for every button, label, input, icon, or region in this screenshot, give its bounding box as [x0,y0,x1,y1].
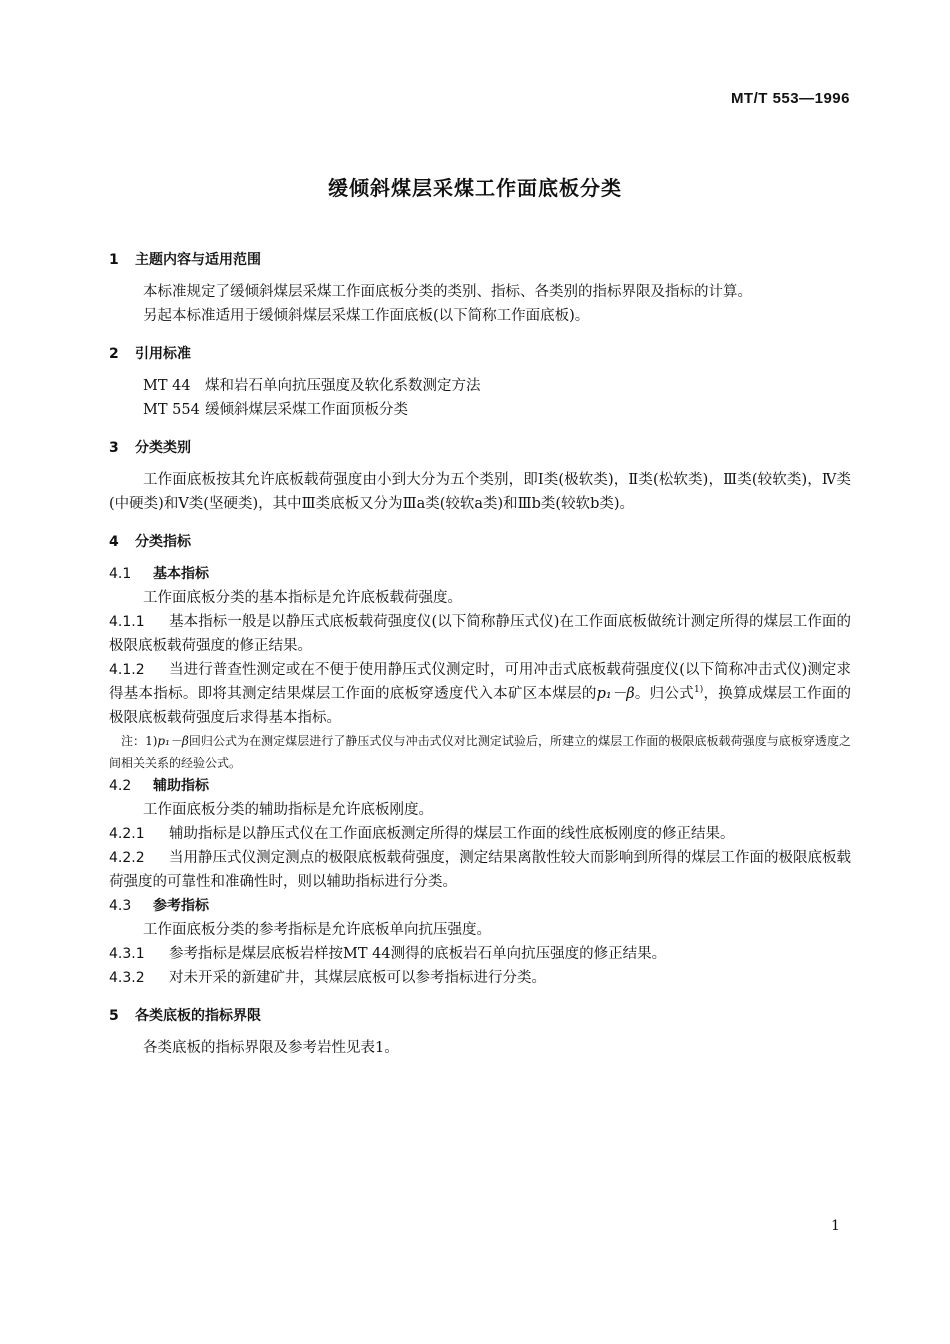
subsection-4-3-paragraph: 工作面底板分类的参考指标是允许底板单向抗压强度。 [143,922,491,938]
clause-4-3-1 [109,942,851,966]
subsection-4-2-paragraph: 工作面底板分类的辅助指标是允许底板刚度。 [143,802,433,818]
standard-code: MT/T 553—1996 [730,90,850,107]
clause-text: 当进行普查性测定或在不便于使用静压式仪测定时，可用冲击式底板载荷强度仪(以下简称冲击式仪)测定求得基本指标。即将其测定结果煤层工作面的底板穿透度代入本矿区本煤层的 [109,662,851,702]
clause-4-2-1 [109,822,851,846]
section-title: 各类底板的指标界限 [135,1008,261,1024]
section-4-heading [109,530,851,554]
reference-title: 煤和岩石单向抗压强度及软化系数测定方法 [205,378,481,394]
formula: p₁－β [596,686,635,702]
section-number: 1 [109,252,119,268]
clause-text: 对未开采的新建矿井，其煤层底板可以参考指标进行分类。 [169,970,546,986]
clause-text: 当用静压式仪测定测点的极限底板载荷强度，测定结果离散性较大而影响到所得的煤层工作面的极限底板载荷强度的可靠性和准确性时，则以辅助指标进行分类。 [109,850,851,890]
clause-4-1-1 [109,610,851,658]
footnote [109,730,851,774]
section-number: 3 [109,440,119,456]
clause-4-3-2 [109,966,851,990]
clause-number: 4.3.2 [109,970,145,986]
page-number: 1 [831,1218,840,1234]
clause-number: 4.1.1 [109,614,145,630]
section-3-heading [109,436,851,460]
subsection-title: 基本指标 [153,566,209,582]
reference-item [109,398,851,422]
note-text: 回归公式为在测定煤层进行了静压式仪与冲击式仪对比测定试验后，所建立的煤层工作面的极限底板载荷强度与底板穿透度之间相关关系的经验公式。 [109,734,851,770]
section-title: 主题内容与适用范围 [135,252,261,268]
subsection-number: 4.1 [109,566,132,582]
section-title: 分类指标 [135,534,191,550]
reference-code: MT 554 [143,402,200,418]
section-title: 分类类别 [135,440,191,456]
section-5-paragraph: 各类底板的指标界限及参考岩性见表1。 [143,1040,399,1056]
document-title: 缓倾斜煤层采煤工作面底板分类 [328,176,622,200]
reference-code: MT 44 [143,378,191,394]
clause-text: 辅助指标是以静压式仪在工作面底板测定所得的煤层工作面的线性底板刚度的修正结果。 [169,826,735,842]
clause-number: 4.2.1 [109,826,145,842]
subsection-title: 辅助指标 [153,778,209,794]
section-1-paragraph-1: 本标准规定了缓倾斜煤层采煤工作面底板分类的类别、指标、各类别的指标界限及指标的计算。 [143,284,752,300]
section-1-paragraph-2: 另起本标准适用于缓倾斜煤层采煤工作面底板(以下简称工作面底板)。 [143,308,590,324]
clause-text: ，换算成煤层工作面的极限底板载荷强度后求得基本指标。 [109,686,852,726]
formula: p₁－β [157,734,189,748]
clause-number: 4.2.2 [109,850,145,866]
subsection-4-1-heading [109,562,851,586]
subsection-title: 参考指标 [153,898,209,914]
clause-text: 基本指标一般是以静压式底板载荷强度仪(以下简称静压式仪)在工作面底板做统计测定所得的煤层工作面的极限底板载荷强度的修正结果。 [109,614,851,654]
subsection-number: 4.2 [109,778,132,794]
subsection-4-1-paragraph: 工作面底板分类的基本指标是允许底板载荷强度。 [143,590,462,606]
clause-4-2-2 [109,846,851,894]
section-2-heading [109,342,851,366]
subsection-number: 4.3 [109,898,132,914]
section-5-heading [109,1004,851,1028]
section-number: 4 [109,534,119,550]
clause-text: 参考指标是煤层底板岩样按MT 44测得的底板岩石单向抗压强度的修正结果。 [169,946,667,962]
note-prefix: 注：1) [121,734,158,748]
clause-4-1-2 [109,658,851,730]
document-body [109,248,851,1060]
section-number: 5 [109,1008,119,1024]
section-1-heading [109,248,851,272]
footnote-marker: 1) [694,685,704,696]
section-title: 引用标准 [135,346,191,362]
subsection-4-2-heading [109,774,851,798]
section-number: 2 [109,346,119,362]
clause-text: 。归公式 [634,686,694,702]
reference-title: 缓倾斜煤层采煤工作面顶板分类 [205,402,408,418]
clause-number: 4.3.1 [109,946,145,962]
reference-item [109,374,851,398]
subsection-4-3-heading [109,894,851,918]
clause-number: 4.1.2 [109,662,145,678]
section-3-paragraph: 工作面底板按其允许底板载荷强度由小到大分为五个类别，即Ⅰ类(极软类)，Ⅱ类(松软类)，Ⅲ类(较软类)，Ⅳ类(中硬类)和Ⅴ类(坚硬类)，其中Ⅲ类底板又分为Ⅲa类(较软a类)和Ⅲb类(较软b类)。 [109,472,851,512]
